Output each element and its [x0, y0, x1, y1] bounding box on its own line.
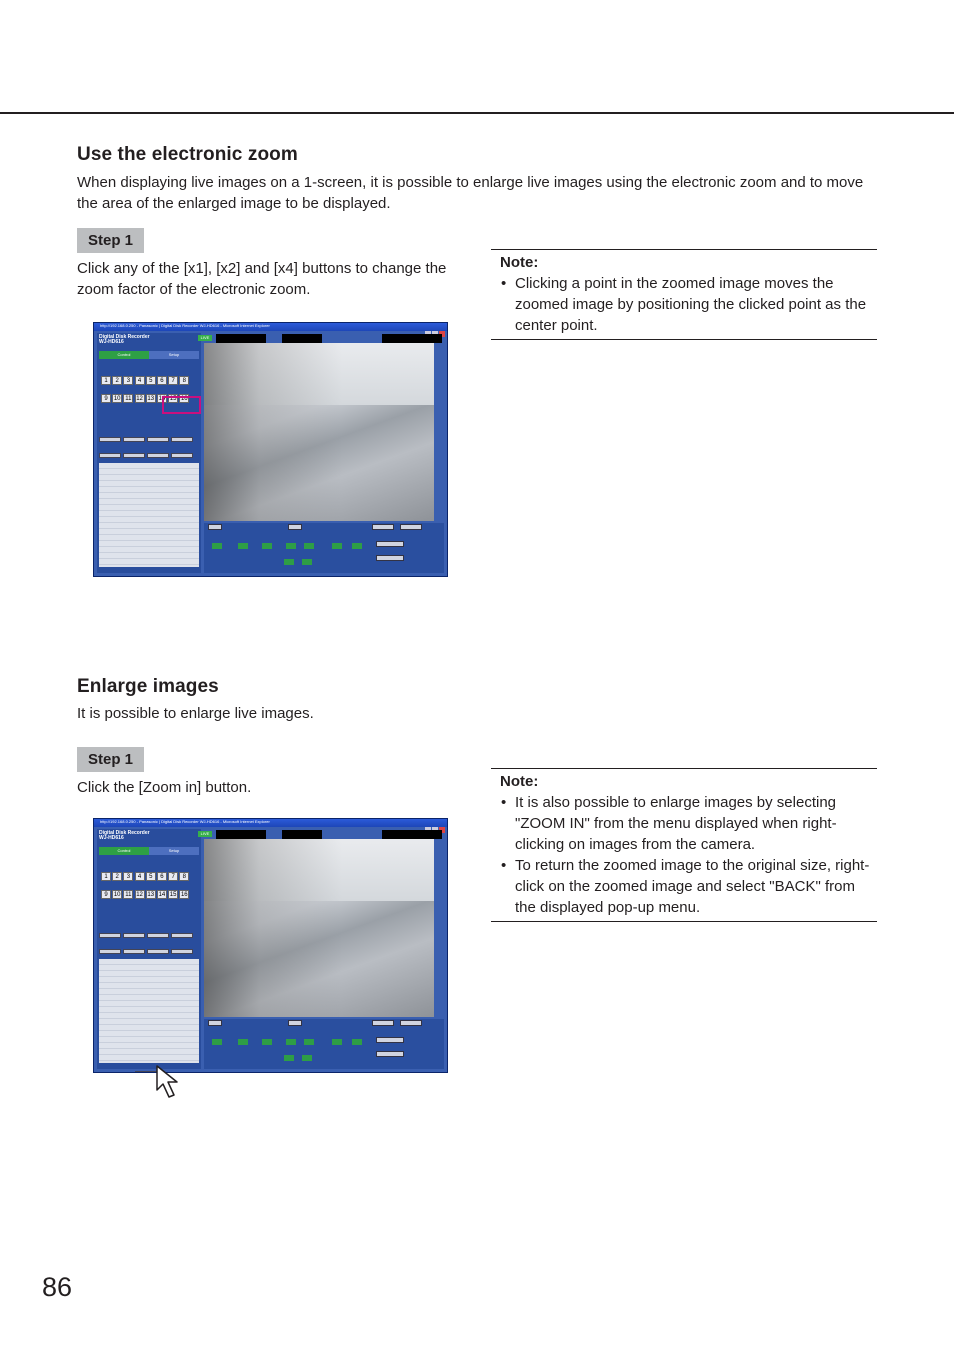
camera-button[interactable]: 11 — [125, 396, 132, 402]
datetime-box — [382, 830, 442, 839]
prev-frame-icon[interactable] — [284, 1055, 294, 1061]
camera-button[interactable]: 14 — [158, 892, 166, 898]
go-to-last-button[interactable] — [376, 541, 404, 547]
status-box — [282, 830, 322, 839]
camera-button[interactable]: 15 — [169, 396, 177, 402]
fast-forward-icon[interactable] — [262, 543, 272, 549]
event-button[interactable] — [123, 949, 145, 954]
play-icon[interactable] — [238, 1039, 248, 1045]
camera-button[interactable]: 2 — [112, 376, 122, 385]
camera-button[interactable]: 5 — [146, 376, 156, 385]
camera-button[interactable]: 12 — [136, 396, 143, 402]
status-box — [216, 334, 266, 343]
control-panel — [97, 333, 201, 573]
next-record-icon[interactable] — [304, 1039, 314, 1045]
fast-forward-icon[interactable] — [262, 1039, 272, 1045]
event-button[interactable] — [99, 453, 121, 458]
camera-button[interactable]: 13 — [147, 892, 155, 898]
camera-button[interactable]: 13 — [147, 396, 155, 402]
sequence-button[interactable] — [171, 933, 193, 938]
name-button[interactable] — [400, 1020, 422, 1026]
header-rule — [0, 112, 954, 114]
status-box — [282, 334, 322, 343]
page-number: 86 — [42, 1272, 73, 1302]
event-button[interactable] — [123, 453, 145, 458]
rewind-icon[interactable] — [212, 1039, 222, 1045]
live-badge: LIVE — [198, 335, 212, 341]
next-record-icon[interactable] — [304, 543, 314, 549]
download-button[interactable] — [372, 524, 394, 530]
camera-button[interactable]: 7 — [168, 872, 178, 881]
step-text: Click any of the [x1], [x2] and [x4] buttons to change the zoom factor of the electronic zoom. — [77, 260, 447, 298]
camera-button[interactable]: 1 — [101, 872, 111, 881]
play-icon[interactable] — [238, 543, 248, 549]
brand — [99, 831, 150, 841]
brand — [99, 335, 150, 345]
go-to-date-button[interactable] — [376, 555, 404, 561]
size-button[interactable] — [208, 1020, 222, 1026]
sequence-button[interactable] — [147, 437, 169, 442]
note-title: Note: — [500, 254, 539, 271]
window-title: http://192.168.0.250 - Panasonic | Digital Disk Recorder WJ-HD616 - Microsoft Internet Explorer — [100, 819, 270, 824]
step-text: Click the [Zoom in] button. — [77, 779, 252, 796]
event-button[interactable] — [99, 949, 121, 954]
note-item: • To return the zoomed image to the original size, right-click on the zoomed image and select "BACK" from the displayed pop-up menu. — [500, 855, 877, 918]
camera-button[interactable]: 6 — [157, 872, 167, 881]
window-titlebar — [94, 323, 447, 331]
note-box — [491, 768, 877, 922]
camera-button[interactable]: 14 — [158, 396, 166, 402]
time-skip-fwd-icon[interactable] — [352, 543, 362, 549]
camera-button[interactable]: 9 — [101, 890, 111, 899]
status-box — [216, 830, 266, 839]
go-to-last-button[interactable] — [376, 1037, 404, 1043]
camera-button[interactable]: 2 — [112, 872, 122, 881]
download-button[interactable] — [372, 1020, 394, 1026]
playback-controls — [204, 1019, 444, 1069]
camera-button[interactable]: 4 — [135, 376, 145, 385]
camera-button[interactable]: 12 — [136, 892, 143, 898]
recorder-screenshot — [93, 818, 448, 1073]
section-title-enlarge-images: Enlarge images — [77, 676, 219, 697]
camera-button[interactable]: 4 — [135, 872, 145, 881]
live-video[interactable] — [204, 839, 434, 1017]
go-to-date-button[interactable] — [376, 1051, 404, 1057]
camera-button[interactable]: 10 — [113, 396, 121, 402]
brand-line1: Digital Disk Recorder — [99, 334, 150, 340]
sequence-button[interactable] — [99, 437, 121, 442]
tab-control[interactable]: Control — [99, 351, 149, 359]
camera-button[interactable]: 15 — [169, 892, 177, 898]
prev-record-icon[interactable] — [286, 1039, 296, 1045]
time-skip-fwd-icon[interactable] — [352, 1039, 362, 1045]
camera-button[interactable]: 5 — [146, 872, 156, 881]
live-video[interactable] — [204, 343, 434, 521]
event-button[interactable] — [147, 949, 169, 954]
tab-setup[interactable]: Setup — [149, 351, 199, 359]
sequence-button[interactable] — [123, 437, 145, 442]
recorder-screenshot — [93, 322, 448, 577]
zoom-in-button[interactable] — [135, 1071, 157, 1073]
camera-button[interactable]: 8 — [179, 376, 189, 385]
brand-line2: WJ-HD616 — [99, 835, 124, 841]
prev-frame-icon[interactable] — [284, 559, 294, 565]
camera-button[interactable]: 1 — [101, 376, 111, 385]
camera-button[interactable]: 7 — [168, 376, 178, 385]
time-skip-back-icon[interactable] — [332, 1039, 342, 1045]
tab-setup[interactable]: Setup — [149, 847, 199, 855]
sequence-button[interactable] — [171, 437, 193, 442]
section-intro-enlarge-images: It is possible to enlarge live images. — [77, 705, 314, 722]
camera-button[interactable]: 3 — [123, 376, 133, 385]
note-title: Note: — [500, 773, 539, 790]
note-list — [500, 792, 877, 918]
camera-button[interactable]: 16 — [180, 892, 188, 898]
brand-line2: WJ-HD616 — [99, 339, 124, 345]
event-button[interactable] — [171, 453, 193, 458]
full-button[interactable] — [288, 1020, 302, 1026]
window-titlebar — [94, 819, 447, 827]
datetime-box — [382, 334, 442, 343]
note-item: • It is also possible to enlarge images by selecting "ZOOM IN" from the menu displayed when right-clicking on images from the camera. — [500, 792, 877, 855]
event-list[interactable] — [99, 959, 199, 1063]
sequence-button[interactable] — [147, 933, 169, 938]
window-title: http://192.168.0.250 - Panasonic | Digital Disk Recorder WJ-HD616 - Microsoft Internet Explorer — [100, 323, 270, 328]
note-list — [500, 273, 877, 336]
live-badge: LIVE — [198, 831, 212, 837]
camera-button[interactable]: 16 — [180, 396, 188, 402]
brand-line1: Digital Disk Recorder — [99, 830, 150, 836]
camera-select-grid — [101, 865, 199, 901]
tab-control[interactable]: Control — [99, 847, 149, 855]
size-button[interactable] — [208, 524, 222, 530]
rewind-icon[interactable] — [212, 543, 222, 549]
section-intro-electronic-zoom: When displaying live images on a 1-screen, it is possible to enlarge live images using the electronic zoom and to move the area of the enlarged image to be displayed. — [77, 174, 864, 212]
note-item: • Clicking a point in the zoomed image moves the zoomed image by positioning the clicked point as the center point. — [500, 273, 877, 336]
time-skip-back-icon[interactable] — [332, 543, 342, 549]
zoom-buttons-highlight — [162, 396, 201, 414]
event-list[interactable] — [99, 463, 199, 567]
next-frame-icon[interactable] — [302, 559, 312, 565]
section-title-electronic-zoom: Use the electronic zoom — [77, 144, 298, 165]
sequence-button[interactable] — [99, 933, 121, 938]
camera-button[interactable]: 9 — [101, 394, 111, 403]
camera-button[interactable]: 8 — [179, 872, 189, 881]
event-button[interactable] — [171, 949, 193, 954]
sequence-button[interactable] — [123, 933, 145, 938]
control-panel — [97, 829, 201, 1069]
step-label: Step 1 — [77, 228, 144, 253]
step-label: Step 1 — [77, 747, 144, 772]
playback-controls — [204, 523, 444, 573]
name-button[interactable] — [400, 524, 422, 530]
prev-record-icon[interactable] — [286, 543, 296, 549]
next-frame-icon[interactable] — [302, 1055, 312, 1061]
camera-button[interactable]: 3 — [123, 872, 133, 881]
mouse-pointer-icon — [155, 1064, 187, 1102]
full-button[interactable] — [288, 524, 302, 530]
camera-button[interactable]: 10 — [113, 892, 121, 898]
camera-button[interactable]: 11 — [125, 892, 132, 898]
event-button[interactable] — [147, 453, 169, 458]
camera-button[interactable]: 6 — [157, 376, 167, 385]
note-box — [491, 249, 877, 340]
